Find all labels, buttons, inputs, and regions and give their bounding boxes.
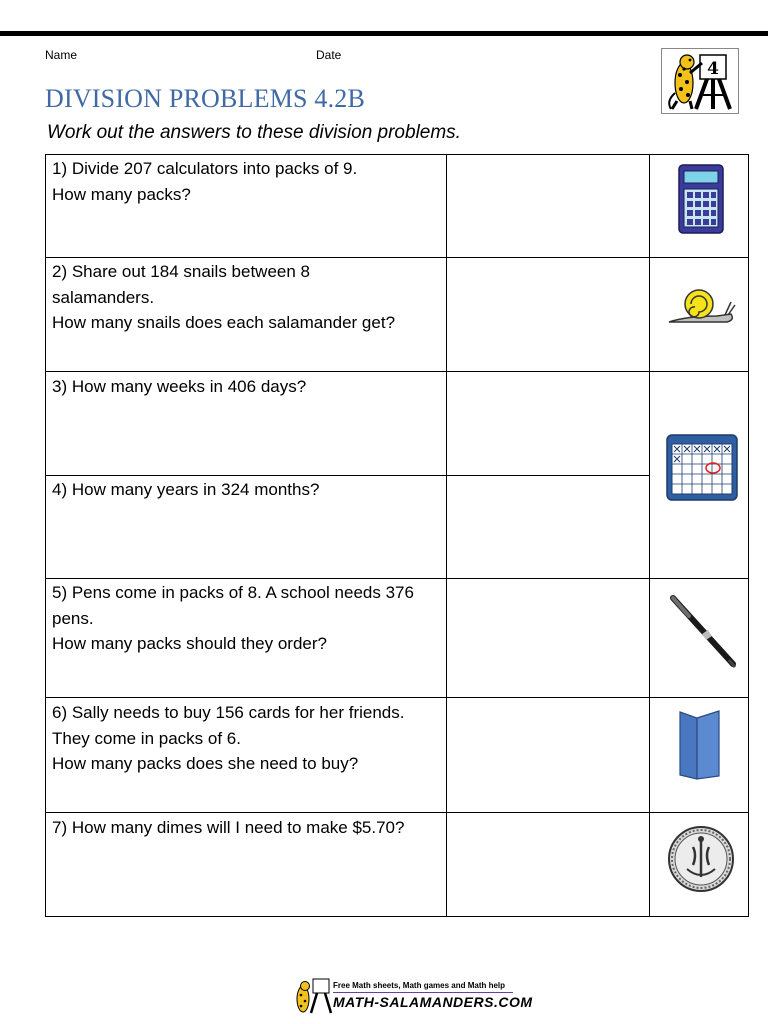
salamander-logo	[661, 48, 739, 114]
problem-1: 1) Divide 207 calculators into packs of 9. How many packs?	[52, 159, 358, 204]
answer-cell-1[interactable]	[447, 155, 649, 257]
salamander-icon	[291, 977, 333, 1015]
top-rule	[0, 31, 768, 36]
answer-cell-3[interactable]	[447, 372, 649, 475]
pen-icon	[667, 594, 739, 670]
card-icon	[677, 708, 723, 782]
snail-icon	[667, 286, 737, 328]
problem-7: 7) How many dimes will I need to make $5.70?	[52, 818, 405, 837]
answer-cell-7[interactable]	[447, 813, 649, 916]
logo-number: 4	[707, 59, 719, 79]
footer-brand: MATH-SALAMANDERS.COM	[333, 994, 533, 1010]
problem-3: 3) How many weeks in 406 days?	[52, 377, 307, 396]
answer-cell-4[interactable]	[447, 476, 649, 578]
answer-cell-5[interactable]	[447, 579, 649, 697]
answer-cell-2[interactable]	[447, 258, 649, 371]
problem-2: 2) Share out 184 snails between 8 salamanders. How many snails does each salamander get?	[52, 262, 396, 332]
footer-tagline: Free Math sheets, Math games and Math help	[333, 981, 506, 990]
worksheet-title: DIVISION PROBLEMS 4.2B	[45, 84, 366, 113]
problem-5: 5) Pens come in packs of 8. A school needs 376 pens. How many packs should they order?	[52, 583, 414, 653]
problems-table	[45, 154, 749, 917]
problem-6: 6) Sally needs to buy 156 cards for her friends. They come in packs of 6. How many packs does she need to buy?	[52, 703, 405, 773]
calculator-icon	[678, 164, 724, 234]
dime-icon	[667, 825, 735, 893]
problem-4: 4) How many years in 324 months?	[52, 480, 320, 499]
name-label: Name	[45, 48, 78, 62]
instructions: Work out the answers to these division problems.	[47, 122, 461, 143]
answer-cell-6[interactable]	[447, 698, 649, 812]
date-label: Date	[316, 48, 342, 62]
salamander-teacher-icon	[662, 49, 738, 113]
footer-divider	[333, 992, 513, 993]
calendar-icon	[666, 434, 738, 501]
footer-logo	[291, 977, 533, 1015]
